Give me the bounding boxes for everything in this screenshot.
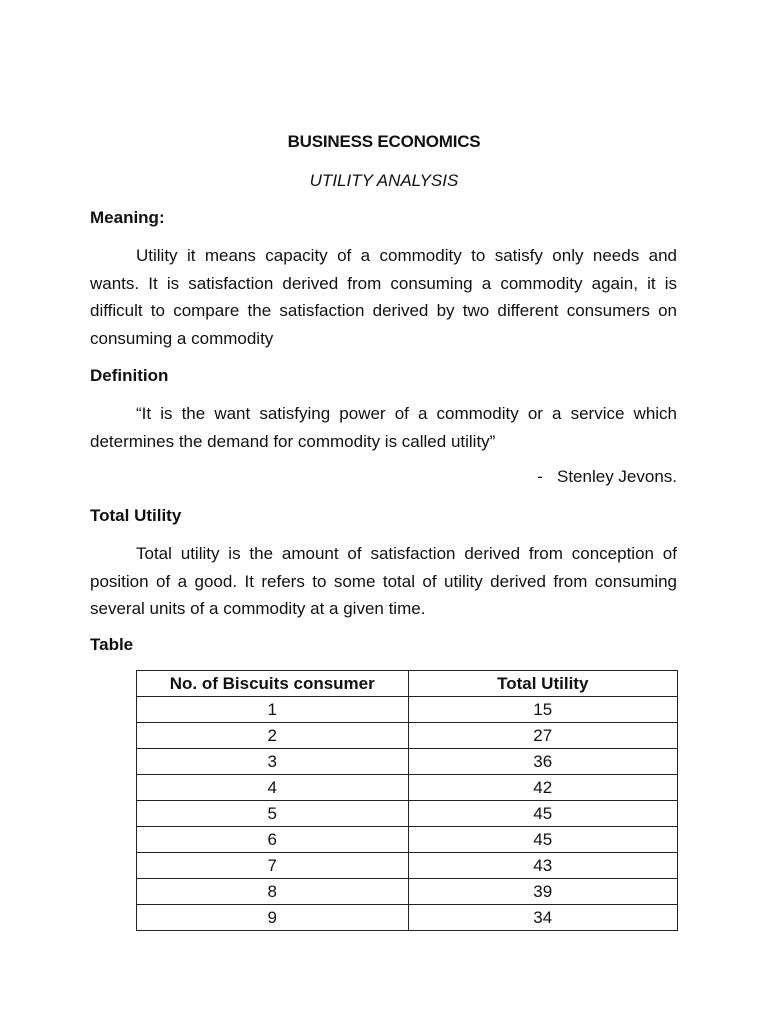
- meaning-heading: Meaning:: [90, 208, 165, 227]
- meaning-paragraph: Utility it means capacity of a commodity to satisfy only needs and wants. It is satisfaction derived from consuming a commodity again, it is difficult to compare the satisfaction derived by two different consumers on consuming a commodity: [90, 246, 677, 348]
- column-header-biscuits: No. of Biscuits consumer: [137, 671, 409, 697]
- biscuits-cell: 2: [137, 723, 409, 749]
- table-row: [137, 879, 678, 905]
- total-utility-cell: 36: [408, 749, 677, 775]
- total-utility-cell: 39: [408, 879, 677, 905]
- biscuits-cell: 6: [137, 827, 409, 853]
- table-row: [137, 775, 678, 801]
- biscuits-cell: 9: [137, 905, 409, 931]
- column-header-total-utility: Total Utility: [408, 671, 677, 697]
- table-header-row: [137, 671, 678, 697]
- total-utility-heading: Total Utility: [90, 506, 182, 525]
- definition-author: - Stenley Jevons.: [537, 467, 677, 486]
- total-utility-cell: 45: [408, 827, 677, 853]
- table-row: [137, 723, 678, 749]
- table-row: [137, 749, 678, 775]
- definition-heading: Definition: [90, 366, 169, 385]
- document-subtitle: UTILITY ANALYSIS: [309, 171, 459, 190]
- biscuits-cell: 3: [137, 749, 409, 775]
- document-title: BUSINESS ECONOMICS: [287, 132, 481, 151]
- total-utility-cell: 34: [408, 905, 677, 931]
- utility-table: [136, 670, 678, 931]
- biscuits-cell: 5: [137, 801, 409, 827]
- table-row: [137, 697, 678, 723]
- total-utility-cell: 42: [408, 775, 677, 801]
- table-row: [137, 801, 678, 827]
- biscuits-cell: 8: [137, 879, 409, 905]
- definition-quote: “It is the want satisfying power of a commodity or a service which determines the demand for commodity is called utility”: [90, 404, 677, 451]
- table-row: [137, 905, 678, 931]
- total-utility-cell: 27: [408, 723, 677, 749]
- total-utility-cell: 15: [408, 697, 677, 723]
- total-utility-cell: 43: [408, 853, 677, 879]
- table-row: [137, 827, 678, 853]
- biscuits-cell: 7: [137, 853, 409, 879]
- table-heading: Table: [90, 635, 134, 654]
- table-row: [137, 853, 678, 879]
- biscuits-cell: 1: [137, 697, 409, 723]
- total-utility-cell: 45: [408, 801, 677, 827]
- total-utility-paragraph: Total utility is the amount of satisfaction derived from conception of position of a good. It refers to some total of utility derived from consuming several units of a commodity at a given time.: [90, 544, 677, 618]
- biscuits-cell: 4: [137, 775, 409, 801]
